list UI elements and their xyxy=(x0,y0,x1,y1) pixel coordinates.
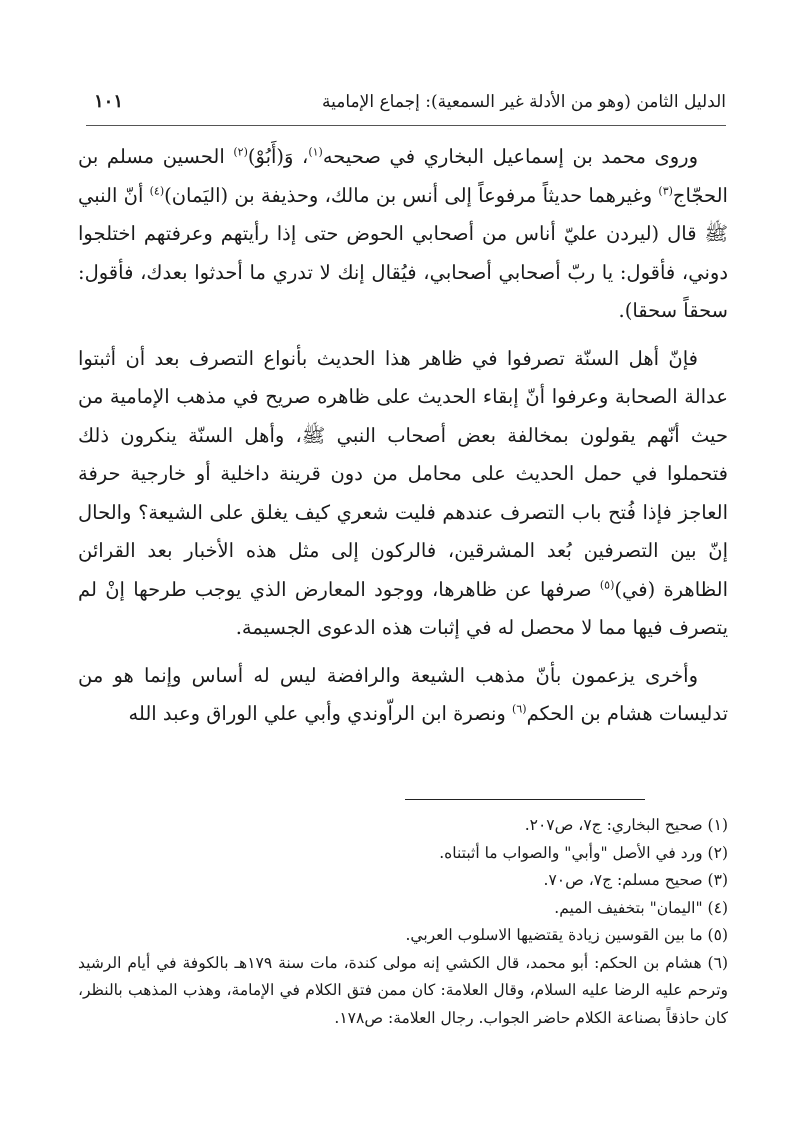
footnote: (٤) "اليمان" بتخفيف الميم. xyxy=(554,898,728,917)
footnote-ref: (٥) xyxy=(599,578,615,591)
footnote: (٥) ما بين القوسين زيادة يقتضيها الاسلوب العربي. xyxy=(405,926,728,944)
footnote-ref: (٣) xyxy=(658,184,673,197)
text-run: وأخرى يزعمون بأنّ مذهب الشيعة والرافضة ليس له أساس وإنما هو من تدليسات هشام بن الحكم xyxy=(78,663,728,725)
paragraph xyxy=(78,340,728,648)
footnote: (٣) صحيح مسلم: ج٧، ص٧٠. xyxy=(543,871,728,889)
footnote-ref: (٢) xyxy=(233,145,248,159)
header-rule xyxy=(86,125,726,126)
paragraph xyxy=(78,657,728,734)
chapter-title: الدليل الثامن (وهو من الأدلة غير السمعية): إجماع الإمامية xyxy=(322,92,726,112)
footnote: (٢) ورد في الأصل "وأبي" والصواب ما أثبتناه. xyxy=(439,843,728,862)
footnotes xyxy=(78,812,728,1032)
text-run: أنّ النبي ﷺ قال (ليردن عليّ أناس من أصحابي الحوض حتى إذا رأيتهم وعرفتهم اختلجوا دوني، فأقول: يا ربّ أصحابي أصحابي، فيُقال إنك لا تدري ما أحدثوا بعدك، فأقول: سحقاً سحقا). xyxy=(78,183,728,322)
page-number: ١٠١ xyxy=(94,91,124,112)
footnote: (٦) هشام بن الحكم: أبو محمد، قال الكشي إنه مولى كندة، مات سنة ١٧٩هـ بالكوفة في أيام الرشيد وترحم عليه الرضا عليه السلام، وقال العلامة: كان ممن فتق الكلام في الإمامة، وهذب المذهب بالنظر، كان حاذقاً بصناعة الكلام حاضر الجواب. رجال العلامة: ص١٧٨. xyxy=(78,953,728,1027)
text-run: ، وَ(أَبُوْ) xyxy=(247,145,309,168)
text-run: صرفها عن ظاهرها، ووجود المعارض الذي يوجب طرحها إنْ لم يتصرف فيها مما لا محصل له في إثبات هذه الدعوى الجسيمة. xyxy=(78,577,728,639)
text-run: وروى محمد بن إسماعيل البخاري في صحيحه xyxy=(322,145,699,168)
footnote-separator xyxy=(405,799,645,800)
main-text xyxy=(78,138,728,743)
text-run: الحسين مسلم بن الحجّاج xyxy=(78,145,728,207)
text-run: ونصرة ابن الراّوندي وأبي علي الوراق وعبد الله xyxy=(128,702,513,725)
footnote-ref: (٤) xyxy=(149,184,165,197)
footnote: (١) صحيح البخاري: ج٧، ص٢٠٧. xyxy=(524,816,728,834)
footnote-ref: (١) xyxy=(308,145,323,159)
footnote-ref: (٦) xyxy=(512,702,527,716)
running-header xyxy=(86,86,726,126)
paragraph xyxy=(78,138,728,331)
text-run: فإنّ أهل السنّة تصرفوا في ظاهر هذا الحديث بأنواع التصرف بعد أن أثبتوا عدالة الصحابة وعرفوا أنّ إبقاء الحديث على ظاهره صريح في مذهب الإمامية من حيث أنّهم يقولون بمخالفة بعض أصحاب النبي ﷺ، وأهل السنّة ينكرون ذلك فتحملوا في حمل الحديث على محامل من دون قرينة داخلية أو خارجية حرفة العاجز فإذا فُتح باب التصرف عندهم فليت شعري كيف يغلق على الشيعة؟ والحال إنّ بين التصرفين بُعد المشرقين، فالركون إلى مثل هذه الأخبار بعد القرائن الظاهرة (في) xyxy=(78,346,729,601)
text-run: وغيرهما حديثاً مرفوعاً إلى أنس بن مالك، وحذيفة بن (اليَمان) xyxy=(164,183,659,207)
